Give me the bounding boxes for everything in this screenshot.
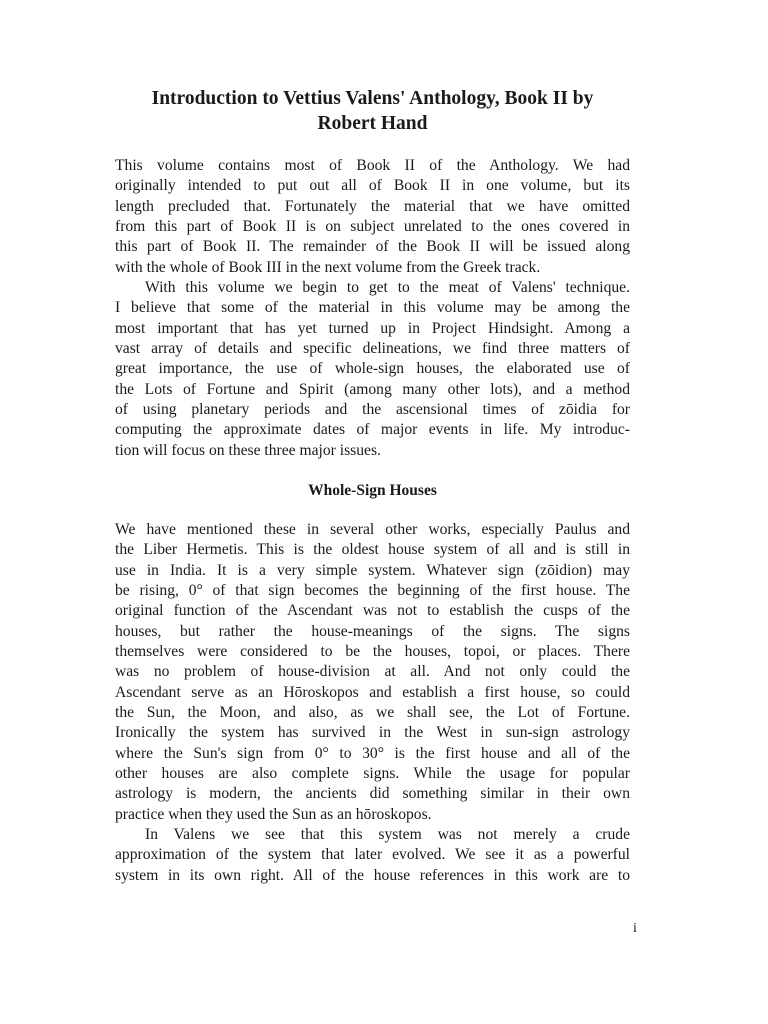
text-line: from this part of Book II is on subject unrelated to the ones covered in: [115, 218, 630, 236]
text-line: Ascendant serve as an Hōroskopos and establish a first house, so could: [115, 683, 630, 701]
text-line: system in its own right. All of the house references in this work are to: [115, 866, 630, 884]
text-line: other houses are also complete signs. While the usage for popular: [115, 765, 630, 783]
title-line-2: Robert Hand: [317, 113, 428, 134]
page-content: [115, 86, 630, 884]
page-number: i: [633, 921, 637, 936]
text-line: this part of Book II. The remainder of the Book II will be issued along: [115, 238, 630, 256]
document-title: [115, 86, 630, 136]
text-line: vast array of details and specific delineations, we find three matters of: [115, 340, 630, 358]
text-line: be rising, 0° of that sign becomes the beginning of the first house. The: [115, 582, 630, 600]
text-line: This volume contains most of Book II of the Anthology. We had: [115, 157, 630, 174]
paragraph-4: [115, 825, 630, 886]
text-line: where the Sun's sign from 0° to 30° is the first house and all of the: [115, 744, 630, 762]
text-line: tion will focus on these three major issues.: [115, 441, 381, 459]
text-line: length precluded that. Fortunately the material that we have omitted: [115, 197, 630, 215]
paragraph-2: [115, 278, 630, 461]
text-line: themselves were considered to be the houses, topoi, or places. There: [115, 643, 630, 661]
text-line: I believe that some of the material in this volume may be among the: [115, 299, 630, 317]
paragraph-1: [115, 156, 630, 278]
text-line: Ironically the system has survived in the West in sun-sign astrology: [115, 724, 630, 742]
text-line: the Sun, the Moon, and also, as we shall see, the Lot of Fortune.: [115, 704, 630, 722]
text-line: In Valens we see that this system was not merely a crude: [145, 826, 630, 843]
text-line: great importance, the use of whole-sign houses, the elaborated use of: [115, 360, 630, 378]
text-line: use in India. It is a very simple system. Whatever sign (zōidion) may: [115, 561, 630, 579]
text-line: the Lots of Fortune and Spirit (among many other lots), and a method: [115, 380, 630, 398]
text-line: computing the approximate dates of major events in life. My introduc-: [115, 421, 630, 439]
text-line: original function of the Ascendant was not to establish the cusps of the: [115, 602, 630, 620]
text-line: with the whole of Book III in the next volume from the Greek track.: [115, 258, 541, 276]
text-line: the Liber Hermetis. This is the oldest house system of all and is still in: [115, 541, 630, 559]
section-heading: Whole-Sign Houses: [308, 482, 437, 499]
text-line: practice when they used the Sun as an hōroskopos.: [115, 805, 432, 823]
text-line: originally intended to put out all of Book II in one volume, but its: [115, 177, 630, 195]
text-line: most important that has yet turned up in Project Hindsight. Among a: [115, 319, 630, 337]
text-line: astrology is modern, the ancients did something similar in their own: [115, 785, 630, 803]
text-line: approximation of the system that later evolved. We see it as a powerful: [115, 846, 630, 864]
text-line: houses, but rather the house-meanings of the signs. The signs: [115, 622, 630, 640]
title-line-1: Introduction to Vettius Valens' Anthology, Book II by: [151, 88, 594, 109]
text-line: With this volume we begin to get to the meat of Valens' technique.: [145, 279, 630, 296]
text-line: We have mentioned these in several other works, especially Paulus and: [115, 521, 630, 538]
text-line: was no problem of house-division at all. And not only could the: [115, 663, 630, 681]
text-line: of using planetary periods and the ascensional times of zōidia for: [115, 401, 630, 419]
paragraph-3: [115, 520, 630, 825]
